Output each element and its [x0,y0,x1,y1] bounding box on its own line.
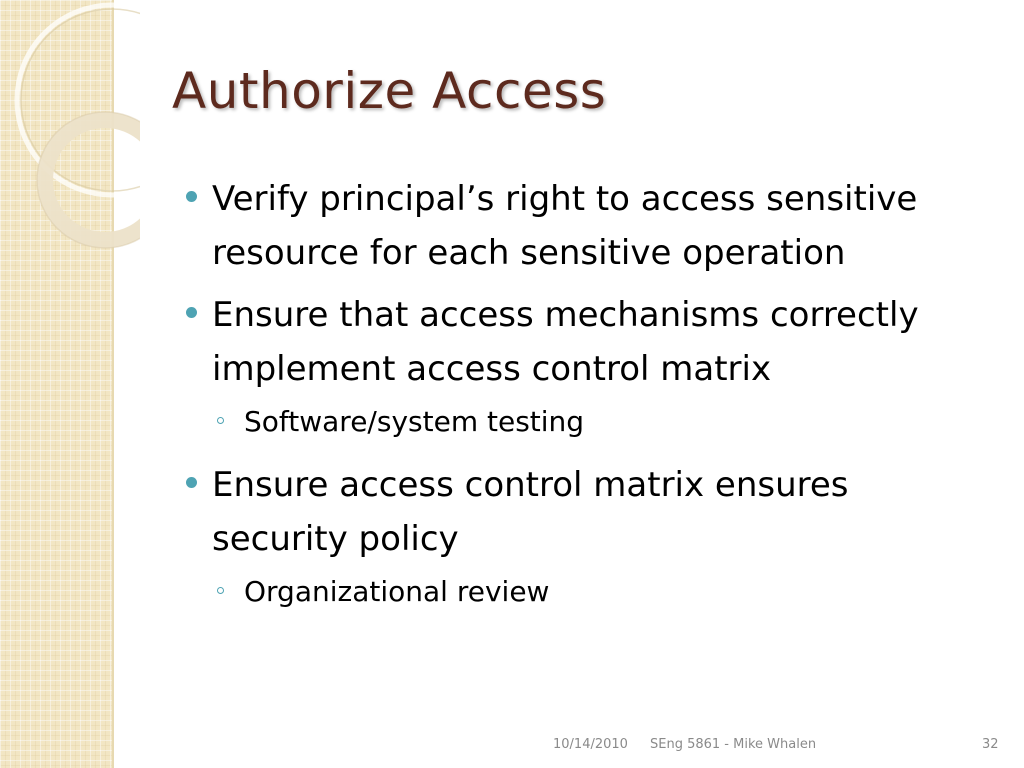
sub-bullet-text: Software/system testing [244,405,585,438]
bullet-dot-icon [186,307,197,318]
footer-page-number: 32 [982,737,999,752]
footer-course: SEng 5861 - Mike Whalen [650,737,817,752]
sub-bullet-item [184,572,984,612]
bullet-item [184,458,984,566]
side-strip-border [112,0,114,768]
slide-title: Authorize Access [172,62,607,120]
sub-bullet-ring-icon [217,587,224,594]
bullet-dot-icon [186,191,197,202]
bullet-text: Verify principal’s right to access sensitive resource for each sensitive operation [212,179,918,273]
bullet-list [184,172,984,628]
bullet-dot-icon [186,477,197,488]
sub-bullet-ring-icon [217,417,224,424]
decorative-side-strip [0,0,112,768]
bullet-item [184,172,984,280]
footer-date: 10/14/2010 [553,737,628,752]
sub-bullet-item [184,402,984,442]
sub-bullet-text: Organizational review [244,575,550,608]
bullet-item [184,288,984,396]
bullet-text: Ensure access control matrix ensures security policy [212,465,849,559]
bullet-text: Ensure that access mechanisms correctly implement access control matrix [212,295,919,389]
